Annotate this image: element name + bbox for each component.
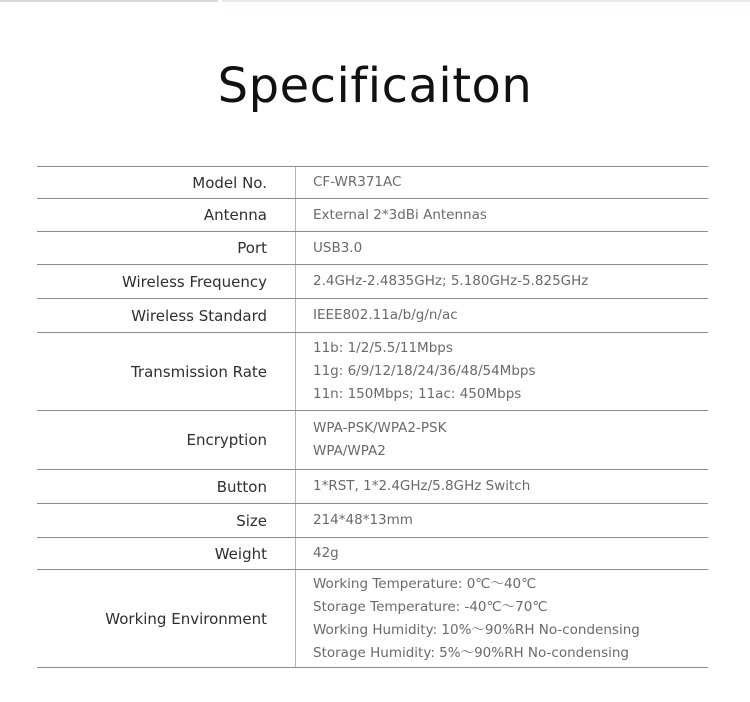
spec-value-line: Storage Humidity: 5%～90%RH No-condensing: [313, 644, 629, 661]
spec-value-line: 214*48*13mm: [313, 512, 413, 528]
spec-value-line: WPA/WPA2: [313, 443, 386, 459]
spec-value: [296, 411, 708, 469]
spec-value-line: 42g: [313, 545, 339, 561]
spec-label: Wireless Standard: [37, 299, 296, 332]
spec-row-encryption: [37, 411, 708, 470]
spec-row-size: [37, 504, 708, 538]
spec-row-working-environment: [37, 570, 708, 668]
spec-value-line: Working Humidity: 10%～90%RH No-condensing: [313, 621, 640, 638]
spec-label: Model No.: [37, 167, 296, 198]
spec-label: Weight: [37, 538, 296, 569]
spec-value: [296, 470, 708, 503]
spec-label: Antenna: [37, 199, 296, 231]
spec-table: [37, 166, 708, 668]
spec-value: [296, 232, 708, 264]
spec-value: [296, 570, 708, 667]
spec-value-line: USB3.0: [313, 239, 363, 256]
spec-label: Port: [37, 232, 296, 264]
spec-value: [296, 167, 708, 198]
spec-row-weight: [37, 538, 708, 570]
spec-value-line: 2.4GHz-2.4835GHz; 5.180GHz-5.825GHz: [313, 273, 589, 289]
spec-label: Encryption: [37, 411, 296, 469]
spec-row-button: [37, 470, 708, 504]
page-title: Specificaiton: [217, 58, 533, 114]
spec-value-line: Working Temperature: 0℃～40℃: [313, 575, 537, 592]
spec-value: [296, 504, 708, 537]
spec-value: [296, 199, 708, 231]
spec-value: [296, 333, 708, 410]
spec-value-line: 1*RST, 1*2.4GHz/5.8GHz Switch: [313, 478, 531, 494]
spec-value: [296, 538, 708, 569]
spec-value: [296, 265, 708, 298]
spec-value-line: WPA-PSK/WPA2-PSK: [313, 420, 447, 436]
spec-label: Button: [37, 470, 296, 503]
spec-value-line: Storage Temperature: -40℃～70℃: [313, 598, 548, 615]
spec-label: Wireless Frequency: [37, 265, 296, 298]
spec-label: Size: [37, 504, 296, 537]
spec-value-line: External 2*3dBi Antennas: [313, 206, 487, 223]
spec-row-port: [37, 232, 708, 265]
spec-row-antenna: [37, 199, 708, 232]
spec-value-line: 11n: 150Mbps; 11ac: 450Mbps: [313, 386, 522, 402]
spec-row-wireless-standard: [37, 299, 708, 333]
spec-row-model: [37, 167, 708, 199]
spec-row-transmission-rate: [37, 333, 708, 411]
spec-value-line: 11g: 6/9/12/18/24/36/48/54Mbps: [313, 363, 536, 379]
spec-row-wireless-frequency: [37, 265, 708, 299]
spec-label: Transmission Rate: [37, 333, 296, 410]
top-divider-right: [222, 0, 750, 2]
spec-value-line: 11b: 1/2/5.5/11Mbps: [313, 340, 453, 356]
spec-value-line: CF-WR371AC: [313, 174, 402, 190]
spec-label: Working Environment: [37, 570, 296, 667]
top-divider-left: [0, 0, 218, 2]
spec-value: [296, 299, 708, 332]
spec-value-line: IEEE802.11a/b/g/n/ac: [313, 307, 458, 323]
